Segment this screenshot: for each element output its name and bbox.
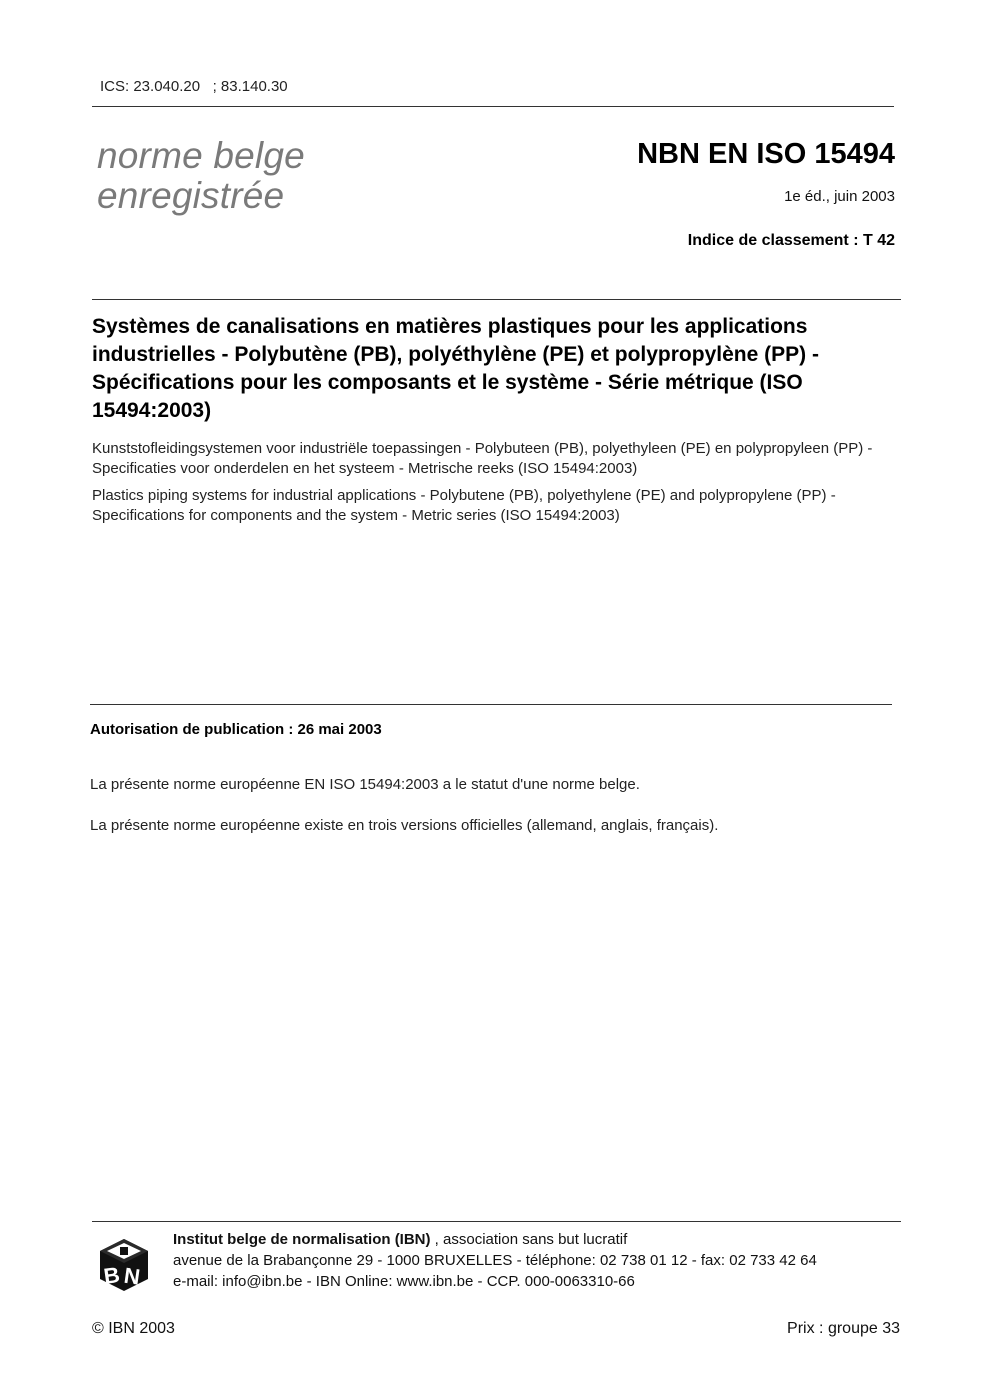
organization-online-contact: e-mail: info@ibn.be - IBN Online: www.ibn.be - CCP. 000-0063310-66 [173,1273,635,1290]
title-top-rule [92,299,901,300]
classification-index: Indice de classement : T 42 [687,232,895,249]
title-dutch: Kunststofleidingsystemen voor industriële toepassingen - Polybuteen (PB), polyethyleen (PE) en polypropyleen (PP) - Specificaties voor onderdelen en het systeem - Metrische reeks (ISO 15494:2003) [92,440,873,477]
edition-date: 1e éd., juin 2003 [784,188,895,205]
copyright: © IBN 2003 [92,1320,175,1337]
footer-rule [92,1221,901,1222]
footer-contact-block [173,1229,817,1292]
versions-statement: La présente norme européenne existe en trois versions officielles (allemand, anglais, français). [90,817,719,834]
title-bottom-rule [90,704,892,705]
organization-address: avenue de la Brabançonne 29 - 1000 BRUXELLES - téléphone: 02 738 01 12 - fax: 02 733 42 64 [173,1252,817,1269]
header-rule [92,106,894,107]
footer-organization-line [173,1229,817,1250]
ibn-logo-icon [98,1237,150,1293]
organization-type: , association sans but lucratif [430,1231,628,1248]
price-group: Prix : groupe 33 [787,1320,900,1337]
svg-text:B: B [102,1262,122,1290]
publication-authorization: Autorisation de publication : 26 mai 2003 [90,721,382,738]
title-english: Plastics piping systems for industrial applications - Polybutene (PB), polyethylene (PE) and polypropylene (PP) - Specifications for components and the system - Metric series (ISO 15494:2003) [92,487,836,524]
document-type-line-1: norme belge [97,135,305,176]
ics-codes: ICS: 23.040.20 ; 83.140.30 [100,78,288,95]
standard-number: NBN EN ISO 15494 [637,138,895,170]
document-type-line-2: enregistrée [97,175,285,216]
organization-name: Institut belge de normalisation (IBN) [173,1231,431,1248]
document-type-label [97,136,305,216]
svg-text:N: N [122,1262,142,1290]
status-statement: La présente norme européenne EN ISO 15494:2003 a le statut d'une norme belge. [90,776,640,793]
title-french: Systèmes de canalisations en matières plastiques pour les applications industrielles - Polybutène (PB), polyéthylène (PE) et polypropylène (PP) - Spécifications pour les composants et le système - Série métrique (ISO 15494:2003) [92,315,819,422]
